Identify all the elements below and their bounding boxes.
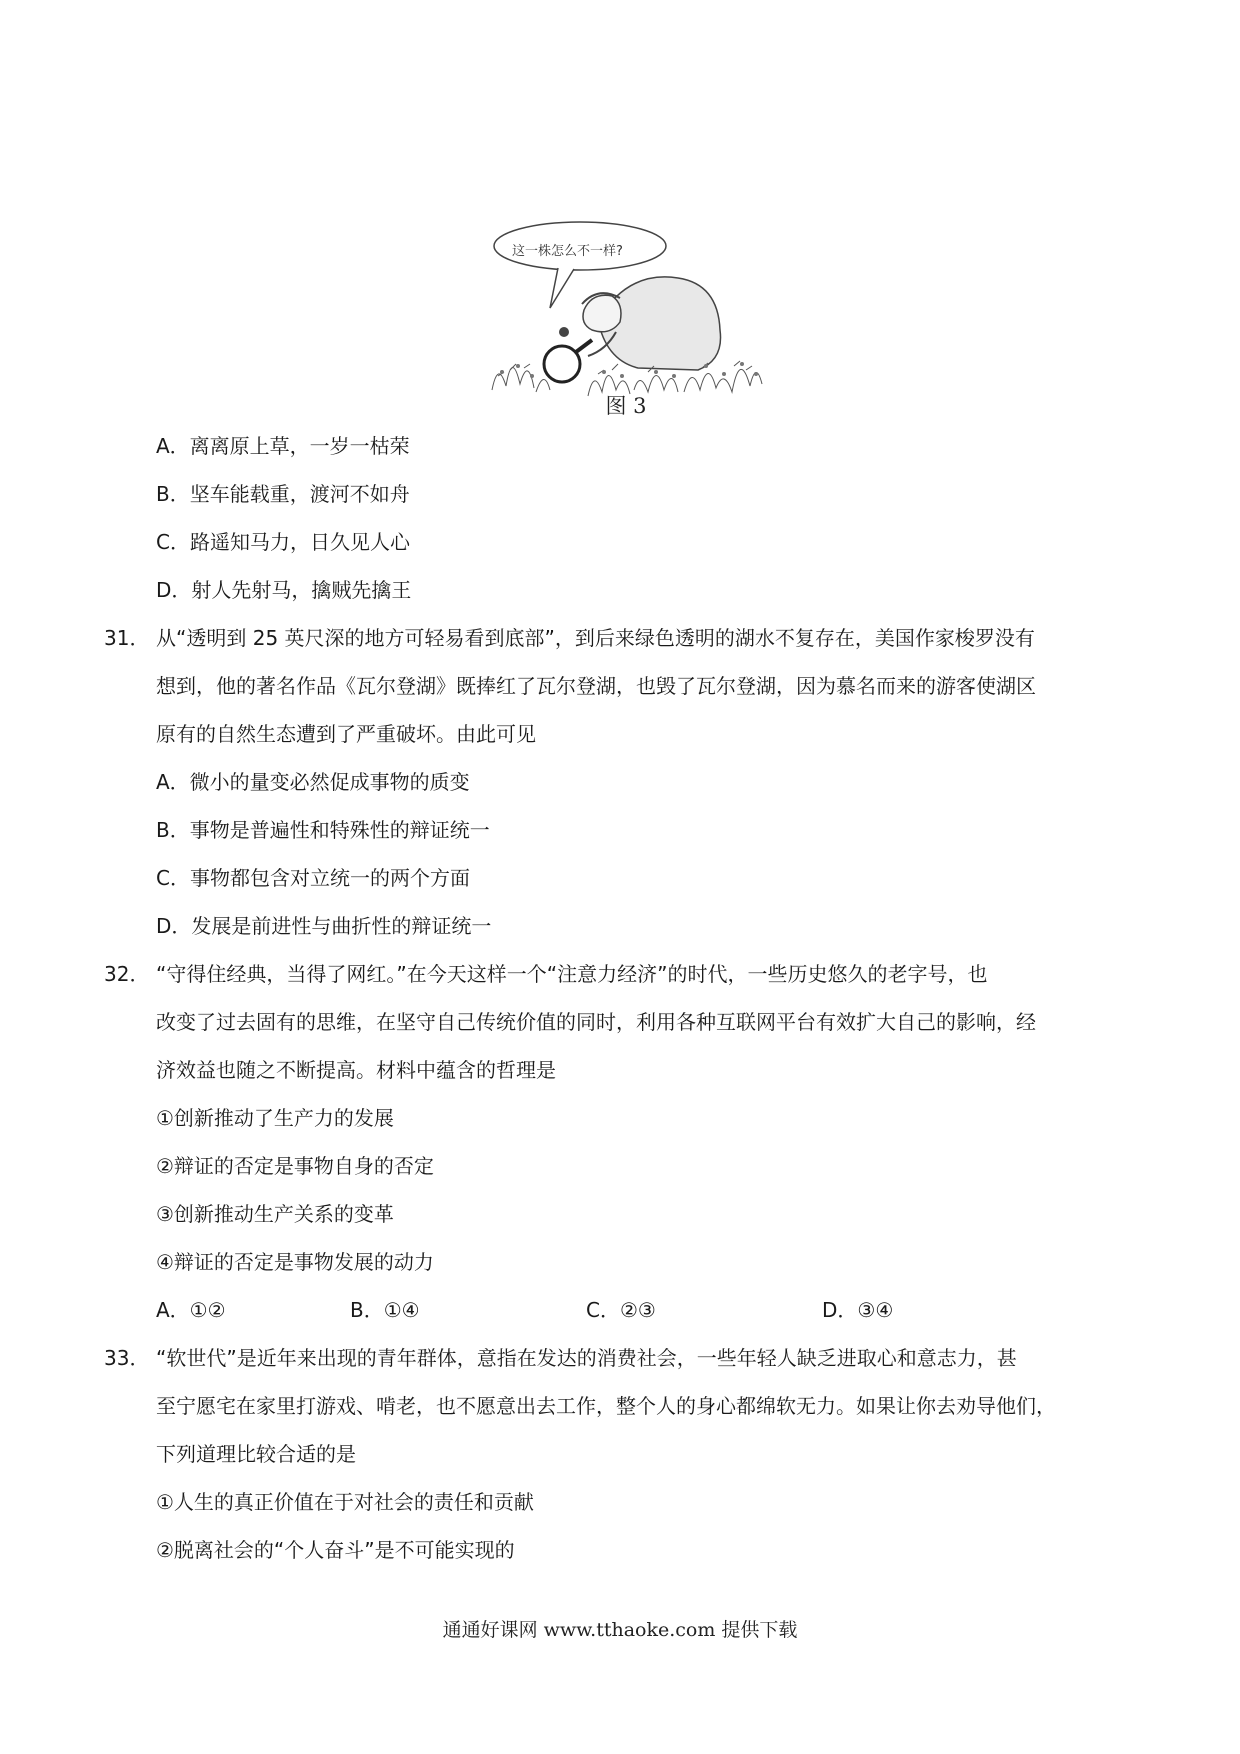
q32-statement-4: ④辩证的否定是事物发展的动力: [156, 1250, 434, 1274]
figure-3: [488, 200, 764, 422]
q32-option-c: C．②③: [586, 1298, 656, 1322]
q32-option-d: D．③④: [822, 1298, 894, 1322]
q31-line-1: 从“透明到 25 英尺深的地方可轻易看到底部”，到后来绿色透明的湖水不复存在，美国作家梭罗没有: [156, 626, 1035, 650]
figure-caption: 图 3: [605, 394, 647, 418]
q33-line-3: 下列道理比较合适的是: [156, 1442, 356, 1466]
q30-option-c: C．路遥知马力，日久见人心: [156, 530, 410, 554]
q32-line-1: “守得住经典，当得了网红。”在今天这样一个“注意力经济”的时代，一些历史悠久的老字号，也: [156, 962, 988, 986]
speech-bubble-text: 这一株怎么不一样?: [512, 244, 623, 259]
q31-line-2: 想到，他的著名作品《瓦尔登湖》既捧红了瓦尔登湖，也毁了瓦尔登湖，因为慕名而来的游客使湖区: [156, 674, 1036, 698]
q32-number: 32．: [104, 962, 150, 986]
q33-statement-1: ①人生的真正价值在于对社会的责任和贡献: [156, 1490, 534, 1514]
q31-option-c: C．事物都包含对立统一的两个方面: [156, 866, 470, 890]
q33-statement-2: ②脱离社会的“个人奋斗”是不可能实现的: [156, 1538, 515, 1562]
page-footer: 通通好课网 www.tthaoke.com 提供下载: [442, 1619, 798, 1641]
q32-statement-1: ①创新推动了生产力的发展: [156, 1106, 394, 1130]
q32-line-3: 济效益也随之不断提高。材料中蕴含的哲理是: [156, 1058, 556, 1082]
q30-option-d: D．射人先射马，擒贼先擒王: [156, 578, 412, 602]
cartoon-illustration: [488, 200, 764, 422]
q32-statement-3: ③创新推动生产关系的变革: [156, 1202, 394, 1226]
q32-option-b: B．①④: [350, 1298, 420, 1322]
q31-option-a: A．微小的量变必然促成事物的质变: [156, 770, 470, 794]
q32-line-2: 改变了过去固有的思维，在坚守自己传统价值的同时，利用各种互联网平台有效扩大自己的影响，经: [156, 1010, 1036, 1034]
q32-statement-2: ②辩证的否定是事物自身的否定: [156, 1154, 434, 1178]
q33-line-1: “软世代”是近年来出现的青年群体，意指在发达的消费社会，一些年轻人缺乏进取心和意志力，甚: [156, 1346, 1017, 1370]
q31-line-3: 原有的自然生态遭到了严重破坏。由此可见: [156, 722, 536, 746]
q30-option-a: A．离离原上草，一岁一枯荣: [156, 434, 410, 458]
q33-line-2: 至宁愿宅在家里打游戏、啃老，也不愿意出去工作，整个人的身心都绵软无力。如果让你去劝导他们，: [156, 1394, 1056, 1418]
q30-option-b: B．坚车能载重，渡河不如舟: [156, 482, 410, 506]
q33-number: 33．: [104, 1346, 150, 1370]
q31-option-d: D．发展是前进性与曲折性的辩证统一: [156, 914, 492, 938]
q32-option-a: A．①②: [156, 1298, 226, 1322]
q31-option-b: B．事物是普遍性和特殊性的辩证统一: [156, 818, 490, 842]
q31-number: 31．: [104, 626, 150, 650]
